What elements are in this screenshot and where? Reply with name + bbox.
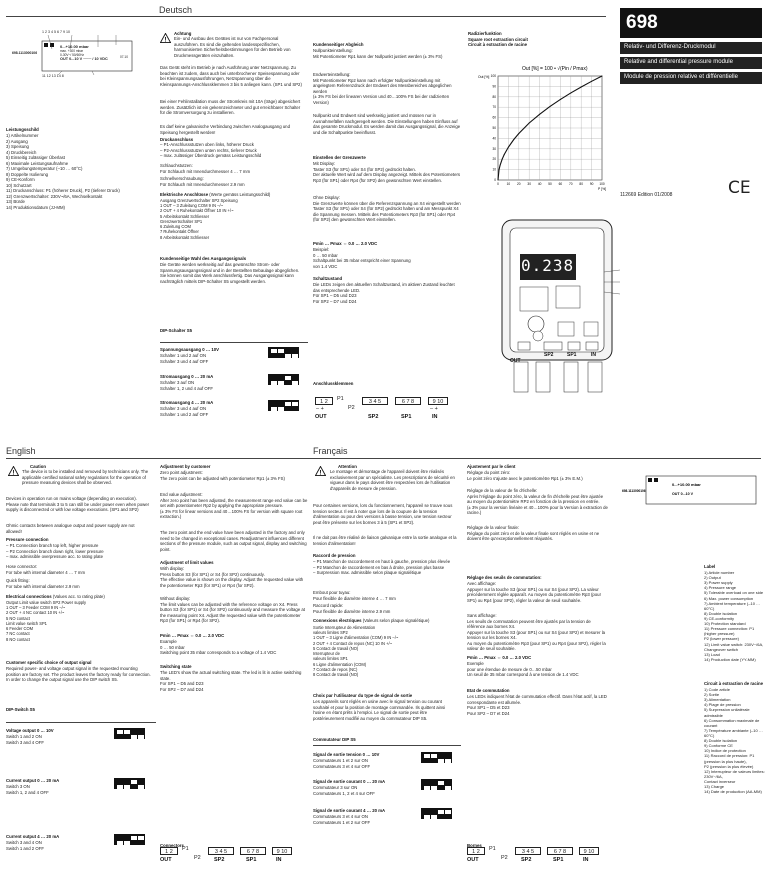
fr-para-2: Il ne doit pas être réalisé de liaison galvanique entre la sortie analogue et la tension d'alimentation! <box>313 535 457 546</box>
chart-point <box>529 123 530 124</box>
chart-xtick: 90 <box>589 182 594 186</box>
product-title-de: Relativ- und Differenz-Druckmodul <box>620 42 762 54</box>
svg-text:!: ! <box>12 469 15 476</box>
fr-dip3-title: Signal de sortie courant 4 … 20 mA <box>313 808 386 813</box>
chart-ytick: 0 <box>494 178 496 182</box>
chart-point <box>570 92 571 93</box>
en-terminal-title: Connectors <box>160 843 184 848</box>
term-678-de: 6 7 8 <box>401 399 415 405</box>
en-dip2-text: Switch 3 ON Switch 1, 2 and 4 OFF <box>6 784 49 795</box>
fr-hose-1: Embout pour tuyau: Pour flexible de diamètre interne 4 … 7 mm <box>313 590 396 601</box>
de-caution-title: Achtung <box>174 31 192 36</box>
en-limit-nodisp: Without display: The limit values can be adjusted with the reference voltage on X4. Press button S3 (for SP1) or S4 (for SP2) continuously and measure the voltage at the measuring point X4. Adjust the requested value with the potentiometer Rp3 (for SP1) or Rp4 (for SP2). <box>160 596 305 623</box>
de-limit-text: Mit Display: Taster S3 (für SP1) oder S4 (für SP2) gedrückt halten. Der aktuelle Wert wird auf dem Display angezeigt. Mittels des Potentiometers Rp3 (für SP1) oder Rp4 (für SP2) den gewünschten Wert einstellen. <box>313 161 461 183</box>
fr-dip1-title: Signal de sortie tension 0 … 10V <box>313 752 380 757</box>
en-para-2: Ohmic contacts between analogue output and power supply are not allowed! <box>6 523 135 534</box>
svg-text:OUT 0...10 V: OUT 0...10 V <box>672 492 693 496</box>
housing-out: OUT <box>510 358 521 364</box>
fr-pressure-title: Raccord de pression <box>313 553 356 558</box>
de-dip1-title: Spannungsausgang 0 … 10V <box>160 347 219 352</box>
chart-point <box>502 159 503 160</box>
dip-switch-fr-1 <box>421 752 452 763</box>
label-out: OUT 0...10 V ─── / 10 VDC <box>60 57 108 61</box>
chart-ytick: 30 <box>492 146 496 151</box>
de-dip1-text: Schalter 1 und 2 auf ON Schalter 3 und 4 auf OFF <box>160 353 209 364</box>
term-p2-fr: P2 <box>501 855 508 861</box>
de-terminal-title: Anschlussklemmen <box>313 381 354 386</box>
edition-text: 112669 Edition 01/2008 <box>620 192 673 198</box>
fr-custom-text: Les appareils sont réglés en usine avec le signal tension ou courant souhaité et pour la position de montage commandée. Ils quittent ainsi l'usine en étant prêts à l'emploi. Le signal de sortie peut être postérieurement modifié au moyen du commutateur DIP S5. <box>313 699 446 721</box>
fr-dip1-text: Commutateurs 1 et 2 sur ON Commutateurs 3 et 4 sur OFF <box>313 758 371 769</box>
term-sp2-label-de: SP2 <box>368 414 379 420</box>
ce-mark: CE <box>728 178 751 198</box>
chart-xtick: 40 <box>537 182 542 186</box>
fr-elec-title: Connexions électriques <box>313 618 362 623</box>
de-adj-text: Nullpunkteinstellung: Mit Potentiometer Rp1 kann der Nullpunkt justiert werden (± 3% FS) <box>313 48 443 59</box>
chart-point <box>518 133 519 134</box>
chart-point <box>581 87 582 88</box>
en-caution-title: Caution <box>30 464 46 469</box>
chart-point <box>591 81 592 82</box>
en-state-title: Switching state <box>160 664 192 669</box>
fr-pmin: Pmin … Pmax ⇔ 0.0 … 2.0 VDC <box>467 655 532 660</box>
product-title-en: Relative and differential pressure module <box>620 57 762 69</box>
terminal-block-sp2-de <box>362 397 388 405</box>
term-345-en: 3 4 5 <box>214 849 228 855</box>
fr-adj-note: Réglage de la valeur finale: Réglage du point zéro et de la valeur finale sont réglés en usine et ne doivent être qu'exceptionnellement réajustés. <box>467 525 600 541</box>
term-910-fr: 9 10 <box>583 849 595 855</box>
de-custom-text: Die Geräte werden werkseitig auf das gewünschte Strom- oder Spannungsausgangssignal und in der Bestellten Bebaulage abgeglichen. Sie können somit das Werk anschlussfertig. Das Ausgangssignal kann nachträglich mittels DIP-Schalter S5 umgestellt werden. <box>160 262 300 284</box>
product-title-fr: Module de pression relative et différentielle <box>620 72 762 84</box>
de-custom-title: Kundenseitige Wahl des Ausgangssignals <box>160 256 247 261</box>
term-minus-plus-de: – + <box>316 406 324 412</box>
device-label-figure-fr <box>620 462 762 512</box>
en-custom-title: Customer specific choice of output signal <box>6 660 92 665</box>
chart-ytick: 90 <box>492 84 496 89</box>
chart-point <box>539 114 540 115</box>
chart-xtick: 50 <box>548 182 552 186</box>
term-p2-de: P2 <box>348 405 355 411</box>
chart-ytick: 50 <box>492 126 496 130</box>
chart-ytick: 40 <box>492 136 496 141</box>
fr-adj-text: Réglage du point zéro: Le point zéro s'ajuste avec le potentiomètre Rp1 (± 3% E.M.) <box>467 470 583 481</box>
header-francais: Français <box>313 446 348 456</box>
housing-sp1: SP1 <box>567 352 577 358</box>
warning-icon <box>315 466 326 476</box>
de-dip2-text: Schalter 3 auf ON Schalter 1, 2 und 4 auf OFF <box>160 380 214 391</box>
header-rule-en-fr <box>6 458 761 459</box>
chart-point <box>508 147 509 148</box>
chart-ytick: 10 <box>492 167 496 172</box>
chart-xtick: 70 <box>569 182 573 186</box>
de-para-1: Das Gerät steht im Betrieb je nach Ausführung unter Netzspannung. Zu beachten ist zudem, dass auch bei unterbrochener Speisespannung oder bei Kleinspannungsausführungen, Netzspannung über die Kleinspannungs-Anschlussklemmen 3 bis 5 anliegen kann. (SP1 und SP2) <box>160 65 302 87</box>
term-out-label-fr: OUT <box>467 857 479 863</box>
term-out-label-en: OUT <box>160 857 172 863</box>
term-910-de: 9 10 <box>432 399 444 405</box>
en-state-text: The LED's show the actual switching state. The led is lit in active switching state. For SP1 – D5 and D23 For SP2 – D7 and D24 <box>160 670 302 692</box>
de-label-title: Leistungsschild <box>6 127 39 132</box>
dip-switch-de-1 <box>268 347 299 358</box>
chart-xtick: 10 <box>506 182 511 186</box>
chart-xtick: 0 <box>497 182 499 186</box>
en-elec-note: (Values acc. to rating plate) <box>52 594 105 599</box>
housing-sp2: SP2 <box>544 352 554 358</box>
dip-switch-en-2 <box>114 778 145 789</box>
de-dip2-title: Stromausgang 0 … 20 mA <box>160 374 214 379</box>
term-in-label-fr: IN <box>583 857 589 863</box>
en-adj-note: The zero point and the end value have been adjusted in the factory and only need to be changed in exceptional cases. Readjustment influences different sections of the pressure module, such as output signal, display and switching point. <box>160 530 307 552</box>
sqrt-chart <box>478 62 610 198</box>
fr-elec-note: (Valeurs selon plaque signalétique) <box>362 618 430 623</box>
fr-label-items: 1) Article number 2) Output 3) Power supply 4) Pressure range 5) Tolerable overload on one side 6) Max. power consumption 7) Ambient temperature (–10 … 60°C) 8) Double isolation 9) CE-conformity 10) Protection standard 11) Pressure connection: P1 (higher pressure) P2 (lower pressure) 12) Limit value switch: 230V~/6A, Changeover switch 13) Load 14) Production date (YY-MM) <box>704 570 764 662</box>
de-limit-nodisp: Ohne Display: Die Grenzwerte können über die Referenzspannung an X4 eingestellt werden Taster S3 (für SP1) oder S4 (für SP2) gedrückt halten und am Messpunkt X4 die Spannung messen. Mittels des Potentiometers Rp3 (für SP1) oder Rp4 (für SP2) den gewünschten Wert einstellen. <box>313 195 461 222</box>
fr-state-title: Etat de commutation <box>467 688 510 693</box>
fr-caution-title: Attention <box>338 464 357 469</box>
en-pressure-title: Pressure connection <box>6 537 49 542</box>
en-end-text: End value adjustment: After zero point has been adjusted, the measurement range end value can be set with potentiometer Rp2 by applying the appropriate pressure. (± 3% FS for linear versions and 40…100% FS for version with square root extraction.) <box>160 492 308 519</box>
header-deutsch: Deutsch <box>159 5 193 15</box>
term-678-fr: 6 7 8 <box>553 849 567 855</box>
fr-dip-title: Commutateur DIP S5 <box>313 737 356 742</box>
chart-ytick: 100 <box>490 74 496 78</box>
warning-icon <box>8 466 19 476</box>
housing-diagram <box>498 212 620 412</box>
fr-dip3-text: Commutateurs 3 et 4 sur ON Commutateurs 1 et 2 sur OFF <box>313 814 371 825</box>
chart-xtick: 80 <box>579 182 583 186</box>
chart-ytick: 60 <box>492 115 496 120</box>
chart-point <box>513 139 514 140</box>
term-12-de: 1 2 <box>320 399 328 405</box>
fr-caution-text: Le montage et démontage de l'appareil doivent être réalisés exclusivement par un spécialiste. Les prescriptions de sécurité en vigueur dans le pays doivent être respectées lors de l'utilisation d'appareils de mesure de pression. <box>330 469 455 491</box>
fr-limit-text: Avec affichage: Appuyer sur la touche S3 (pour SP1) ou sur S4 (pour SP2). La valeur précédemment réglée apparaît. Au moyen du potentiomètre Rp3 (pour SP1) ou Rp4 (pour SP2), régler la valeur de seuil souhaitée. <box>467 581 601 603</box>
term-p2-en: P2 <box>194 855 201 861</box>
label-tag: 07.10 <box>120 55 128 59</box>
dip-switch-fr-2 <box>421 779 452 790</box>
fr-custom-title: Choix par l'utilisateur du type de signal de sortie <box>313 693 413 698</box>
header-rule-de <box>6 16 606 17</box>
de-limit-title: Einstellen der Grenzwerte <box>313 155 366 160</box>
de-adj-title: Kundenseitiger Abgleich <box>313 42 364 47</box>
chart-ytick: 80 <box>492 94 496 99</box>
en-dip-rule <box>6 722 156 723</box>
chart-point <box>504 154 505 155</box>
en-elec-table: Output Limit value switch SP2 Power supply 1 OUT – 3 Feeder COM 9 IN –/~ 2 OUT + 4 NC contact 10 IN +/~ 5 NO contact Limit value switch SP1 6 Feeder COM 7 NC contact 8 NO contact <box>6 600 87 642</box>
terminal-block-sp1-de <box>395 397 421 405</box>
fr-para-1: Pour certaines versions, lors du fonctionnement, l'appareil se trouve sous tension secteur. Il est à noter que lors de la coupure de la tension d'alimentation ou pour des versions à basse tension, une tension secteur peut être présente sur les bornes 3 à 5 (SP1 et SP2). <box>313 503 453 525</box>
en-elec-title: Electrical connections <box>6 594 52 599</box>
en-custom-text: Required power- and voltage output signal in the requested mounting position are factory set. The product leaves the factory ready for connection. In order to change the output signal use the DIP switch S5. <box>6 666 151 682</box>
en-dip-title: DIP-Switch S5 <box>6 707 35 712</box>
terminal-block-in-fr <box>579 847 599 855</box>
warning-icon <box>160 33 171 43</box>
dip-switch-en-1 <box>114 728 145 739</box>
chart-ylabel: Out [%] <box>478 75 490 79</box>
chart-formula: Out [%] = 100 • √(Pin / Pmax) <box>522 66 588 72</box>
sqrt-title: Radizierfunktion Square root extraction circuit Circuit à extraction de racine <box>468 31 528 47</box>
label-article-number: 698.1113000106 <box>12 51 38 55</box>
de-caution-text: Ein- und Ausbau des Gerätes ist nur von Fachpersonal auszuführen. Es sind die geltenden landesspezifischen, harmonisierten Sicherheitsbestimmungen für den Betrieb von Druckmessgeräten einzuhalten. <box>174 36 291 58</box>
label-plate-svg-fr <box>620 470 762 508</box>
de-hose-2: Schnellverschraubung: Für Schlauch mit Innendurchmesser 2.9 mm <box>160 176 245 187</box>
dip-switch-de-3 <box>268 400 299 411</box>
terminal-block-sp2-en <box>208 847 234 855</box>
device-label-figure-de <box>12 30 140 82</box>
de-state-text: Die LEDs zeigen den aktuellen Schaltzustand, im aktiven Zustand leuchtet das entsprechende LED. Für SP1 – D5 und D23 Für SP2 – D7 und D24 <box>313 282 455 304</box>
chart-point <box>560 99 561 100</box>
chart-xtick: 100 <box>599 182 605 186</box>
de-elec-note: (Werte gemäss Leistungsschild) <box>209 192 271 197</box>
de-end-text: Endwerteinstellung: Mit Potentiometer Rp2 kann nach erfolgter Nullpunkteinstellung mit angelegtem Referenzdruck der Endwert des Messbereiches abgeglichen werden (± 3% FS bei der linearen Version und 40…100% FS bei der radizierten Version) <box>313 72 452 105</box>
term-in-label-en: IN <box>276 857 282 863</box>
term-in-label-de: IN <box>432 414 438 420</box>
en-adj-text: Zero point adjustment: The zero point can be adjusted with potentiometer Rp1 (± 3% FS) <box>160 470 285 481</box>
chart-xtick: 30 <box>527 182 531 186</box>
fr-label-fr-items: 1) Code article 2) Sortie 3) Alimentation 4) Plage de pression 5) Surpression unilatérale admissible 6) Consommation maximale de courant 7) Température ambiante (–10 … 60°C) 8) Double isolation 9) Conforme CE 10) Indice de protection 11) Raccord de pression: P1 (pression la plus haute), P2 (pression la plus élevée) 12) Interrupteur de valeurs limites: 230V~/6A, Contact inverseur 13) Charge 14) Date de production (AA-MM) <box>704 687 765 795</box>
de-pressure-text: – P1-Anschlussstutzen oben links, höherer Druck – P2-Anschlussstutzen unten rechts, tieferer Druck – max. zulässiger Überdruck gemäss Leistungsschild <box>160 142 262 158</box>
de-dip-rule <box>160 342 308 343</box>
de-dip3-title: Stromausgang 4 … 20 mA <box>160 400 214 405</box>
chart-point <box>498 180 499 181</box>
fr-limit-title: Réglage des seuils de commutation: <box>467 575 542 580</box>
fr-terminal-title: Bornes <box>467 843 482 848</box>
fr-label-fr-title: Circuit à extraction de racine <box>704 681 763 686</box>
fr-dip2-text: Commutateur 3 sur ON Commutateurs 1, 2 et 4 sur OFF <box>313 785 375 796</box>
fr-end-text: Réglage de la valeur de fin d'échelle: Après l'réglage du point zéro, la valeur de fin d'échelle peut être ajustée au moyen du potentiomètre RP2 en fonction de la pression en entrée. (± 3% pour la version linéaire et 40…100% pour la Version à extraction de racine.) <box>467 488 608 515</box>
dip-switch-fr-3 <box>421 808 452 819</box>
terminal-block-in-de <box>428 397 448 405</box>
housing-in: IN <box>591 352 596 358</box>
fr-limit-nodisp: Sans affichage: Les seuils de commutation peuvent être ajustés par la tension de référence aux bornes X4. Appuyer sur la touche S3 (pour SP1) ou sur S4 (pour SP2) et mesurer la tension sur les bornes X4. Au moyen du potentiomètre Rp3 (pour SP1) ou Rp4 (pour SP2), régler la valeur de seuil souhaitée. <box>467 613 606 651</box>
label-range: 0...+10.00 mbar <box>60 44 89 49</box>
term-345-fr: 3 4 5 <box>521 849 535 855</box>
label-max: max. +300 mbar <box>60 49 84 53</box>
en-para-1: Devices in operation run on mains voltage (depending on execution). Please note that terminals 3 to 5 can still be under power even when power supply is disconnected or with low voltage executions. (SP1 and SP2) <box>6 496 150 512</box>
en-limit-title: Adjustment of limit values <box>160 560 214 565</box>
term-p1-fr: P1 <box>489 846 496 852</box>
de-elec-title: Elektrische Anschlüsse <box>160 192 209 197</box>
dip-switch-en-3 <box>114 834 145 845</box>
en-pressure-text: – P1 Connection branch top left, higher pressure – P2 Connection branch down right, lower pressure – max. admissible overpressure acc. to rating plate <box>6 543 104 559</box>
en-dip1-title: Voltage output 0 … 10V <box>6 728 54 733</box>
terminal-block-sp1-en <box>240 847 266 855</box>
en-adj-title: Adjustment by customer <box>160 464 211 469</box>
de-dip3-text: Schalter 3 und 4 auf ON Schalter 1 und 2 auf OFF <box>160 406 209 417</box>
fr-example: Exemple pour une étendue de mesure de 0…50 mbar Un seuil de 35 mbar correspond à une tension de 1.4 VDC <box>467 661 579 677</box>
term-in-sign-de: – + <box>430 406 438 412</box>
terminal-block-sp2-fr <box>515 847 541 855</box>
chart-ytick: 70 <box>492 105 496 110</box>
en-hose-1: Hose connector: For tube with internal diameter 4 … 7 mm <box>6 564 86 575</box>
header-english: English <box>6 446 36 456</box>
chart-xlabel: P [%] <box>598 187 607 191</box>
fr-label-title: Label <box>704 564 716 569</box>
en-example: Example 0 … 50 mbar Switching point 35 mbar corresponds to a voltage of 1.4 VDC <box>160 639 277 655</box>
de-pmin: Pmin … Pmax ⇔ 0.0 … 2.0 VDC <box>313 241 378 246</box>
en-dip2-title: Current output 0 … 20 mA <box>6 778 60 783</box>
term-sp2-label-en: SP2 <box>214 857 225 863</box>
fr-adj-title: Ajustement par le client <box>467 464 516 469</box>
terminal-block-sp1-fr <box>547 847 573 855</box>
term-12-fr: 1 2 <box>472 849 480 855</box>
term-sp1-label-de: SP1 <box>401 414 412 420</box>
fr-dip2-title: Signal de sortie courant 0 … 20 mA <box>313 779 386 784</box>
dip-switch-de-2 <box>268 374 299 385</box>
de-para-2: Bei einer Fehlinstallation muss der Stromkreis mit 10A (träge) abgesichert werden. Zusätzlich ist ein gekennzeichneter und gut erreichbarer Schalter für die Stromversorgung zu installieren. <box>160 99 301 115</box>
en-pmin: Pmin … Pmax ⇔ 0.0 … 2.0 VDC <box>160 633 225 638</box>
term-sp2-label-fr: SP2 <box>521 857 532 863</box>
term-12-en: 1 2 <box>165 849 173 855</box>
terminal-block-out-de <box>315 397 333 405</box>
terminal-block-out-fr <box>467 847 485 855</box>
terminal-block-in-en <box>272 847 292 855</box>
fr-hose-2: Raccord rapide: Pour flexible de diamètre interne 2.9 mm <box>313 603 391 614</box>
term-out-label-de: OUT <box>315 414 327 420</box>
en-dip3-text: Switch 3 and 4 ON Switch 1 and 2 OFF <box>6 840 44 851</box>
de-pressure-title: Druckanschluss <box>160 137 194 142</box>
terminal-block-out-en <box>160 847 178 855</box>
fr-dip-rule <box>313 745 461 746</box>
fr-pressure-text: – P1 Manchon de raccordement en haut à gauche, pression plus élevée – P2 Manchon de raccordement en bas à droite, pression plus basse – Surpression max. admissible selon plaque signalétique <box>313 559 451 575</box>
de-hose-1: Schlauchstutzen: Für Schlauch mit Innendurchmesser 4 … 7 mm <box>160 163 251 174</box>
en-hose-2: Quick fitting: For tube with internal diameter 2.9 mm <box>6 578 80 589</box>
label-callouts-bottom: 11 12 13 14 8 <box>42 74 64 78</box>
fr-elec-table: Sortie Interrupteur de Alimentation valeurs limites SP2 1 OUT – 3 Ligne d'alimentation (COM) 9 IN –/~ 2 OUT + 4 Contact de repos (NC) 10 IN +/~ 5 Contact de travail (NO) Interrupteur de valeurs limites SP1 6 Ligne d'alimentation (COM) 7 Contact de repos (NC) 8 Contact de travail (NO) <box>313 625 399 678</box>
chart-point <box>550 106 551 107</box>
svg-text:!: ! <box>319 469 322 476</box>
de-state-title: Schaltzustand <box>313 276 343 281</box>
term-sp1-label-en: SP1 <box>246 857 257 863</box>
svg-text:698.1113000106: 698.1113000106 <box>622 489 646 493</box>
product-number: 698 <box>620 8 762 38</box>
svg-text:0...+10.00 mbar: 0...+10.00 mbar <box>672 482 701 487</box>
de-elec-table: Ausgang Grenzwertschalter SP2 Speisung 1 OUT – 3 Zuleitung COM 9 IN –/~ 2 OUT + 4 Ruhekontakt Öffner 10 IN +/~ 5 Arbeitskontakt Schliesser Grenzwertschalter SP1 6 Zuleitung COM 7 Ruhekontakt Öffner 8 Arbeitskontakt Schliesser <box>160 198 238 240</box>
de-example: Beispiel: 0 … 50 mbar Schaltpunkt bei 35 mbar entspricht einer Spannung von 1.4 VDC <box>313 247 411 269</box>
chart-ytick: 20 <box>492 157 496 162</box>
chart-point <box>500 165 501 166</box>
term-910-en: 9 10 <box>276 849 288 855</box>
en-caution-text: The device is to be installed and removed by technicians only. The applicable certified national safety regulations for the operation of pressure measuring devices shall be observed. <box>22 469 149 485</box>
de-adj-note: Nullpunkt und Endwert sind werkseitig justiert und müssen nur in Ausnahmefällen nachgeregelt werden. Die Einstellungen haben Einfluss auf das gesamte Druckmodul. Es werden damit das Ausgangssignal, die Anzeige und die Schaltpunkte beeinflusst. <box>313 113 461 135</box>
en-limit-text: With display: Press button S3 (for SP1) or S4 (for SP2) continuously. The effective value is shown on the display. Adjust the requested value with the potentiometer Rp3 (for SP1) or Rp4 (for SP2). <box>160 566 304 588</box>
label-callouts-top: 1 2 3 4 5 6 7 9 10 <box>42 30 70 34</box>
chart-point <box>602 76 603 77</box>
term-p1-de: P1 <box>337 396 344 402</box>
chart-xtick: 20 <box>517 182 521 186</box>
fr-state-text: Les LEDs indiquent l'état de commutation effectif. Dans l'état actif, la LED correspondante est allumée. Pour SP1 – D5 et D23 Pour SP2 – D7 et D24 <box>467 694 607 716</box>
de-label-items: 1) Artikelnummer 2) Ausgang 3) Speisung 4) Druckbereich 5) Einseitig zulässiger Überlast 6) Maximale Leistungsaufnahme 7) Umgebungstemperatur (–10 … 60°C) 8) Doppelte Isolierung 9) CE-Konform 10) Schutzart 11) Druckanschluss: P1 (höherer Druck), P2 (tieferer Druck) 12) Grenzwertschalter: 230V~/6A, Wechselkontakt 13) Bürde 14) Produktionsdatum (JJ-MM) <box>6 133 120 210</box>
term-sp1-label-fr: SP1 <box>553 857 564 863</box>
en-dip1-text: Switch 1 and 2 ON Switch 3 and 4 OFF <box>6 734 44 745</box>
svg-text:!: ! <box>164 36 167 43</box>
housing-display-value: 0.238 <box>521 256 575 275</box>
chart-point <box>499 169 500 170</box>
label-supply: 0-30V~/ 50/60Hz <box>60 53 85 57</box>
term-678-en: 6 7 8 <box>246 849 260 855</box>
term-p1-en: P1 <box>182 846 189 852</box>
term-345-de: 3 4 5 <box>368 399 382 405</box>
de-dip-title: DIP-Schalter S5 <box>160 328 193 333</box>
en-dip3-title: Current output 4 … 20 mA <box>6 834 60 839</box>
chart-xtick: 60 <box>558 182 563 186</box>
de-para-3: Es darf keine galvanische Verbindung zwischen Analogausgang und Speisung hergestellt werden! <box>160 124 290 135</box>
